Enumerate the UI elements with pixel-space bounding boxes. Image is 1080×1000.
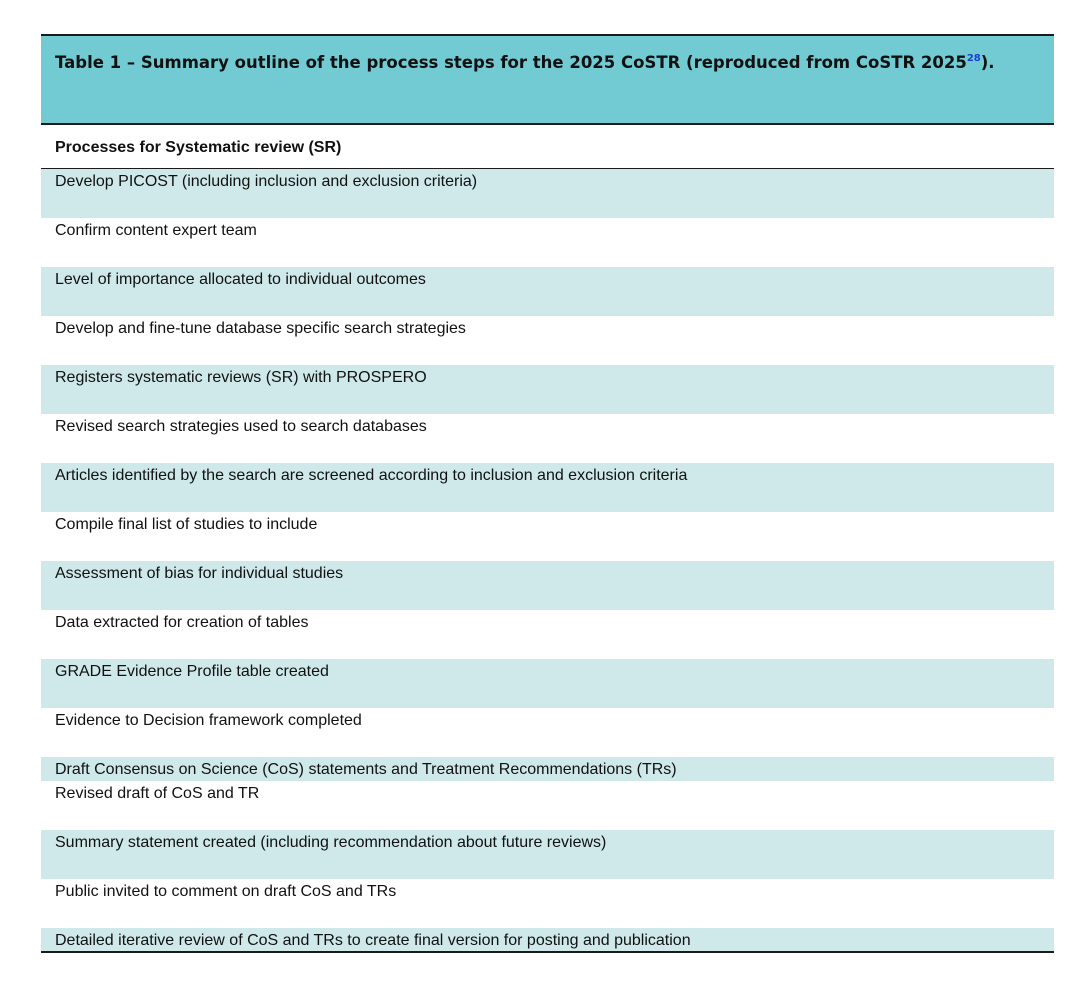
table-caption-text: Table 1 – Summary outline of the process steps for the 2025 CoSTR (reproduced from CoSTR 2025	[55, 53, 967, 72]
table-row: Draft Consensus on Science (CoS) statements and Treatment Recommendations (TRs)	[41, 757, 1054, 781]
process-table	[41, 34, 1054, 953]
table-row: Data extracted for creation of tables	[55, 614, 309, 631]
table-row: Summary statement created (including recommendation about future reviews)	[41, 830, 1054, 879]
table-row: Evidence to Decision framework completed	[55, 712, 362, 729]
table-row: Develop and fine-tune database specific search strategies	[55, 320, 466, 337]
table-row: Compile final list of studies to include	[55, 516, 318, 533]
reference-link[interactable]: 28	[966, 52, 981, 64]
table-row: Public invited to comment on draft CoS and TRs	[55, 883, 397, 900]
table-row: Revised search strategies used to search databases	[55, 418, 427, 435]
table-caption-end: ).	[980, 53, 995, 72]
table-rows	[41, 169, 1054, 953]
table-row: GRADE Evidence Profile table created	[41, 659, 1054, 708]
table-row: Detailed iterative review of CoS and TRs to create final version for posting and publication	[41, 928, 1054, 953]
table-row: Articles identified by the search are screened according to inclusion and exclusion criteria	[41, 463, 1054, 512]
table-row: Registers systematic reviews (SR) with PROSPERO	[41, 365, 1054, 414]
table-row: Revised draft of CoS and TR	[55, 785, 260, 802]
table-row: Level of importance allocated to individual outcomes	[41, 267, 1054, 316]
table-row: Develop PICOST (including inclusion and exclusion criteria)	[41, 169, 1054, 218]
table-caption	[41, 34, 1054, 123]
table-row: Assessment of bias for individual studies	[41, 561, 1054, 610]
table-row: Confirm content expert team	[55, 222, 257, 239]
table-header: Processes for Systematic review (SR)	[41, 123, 1054, 169]
